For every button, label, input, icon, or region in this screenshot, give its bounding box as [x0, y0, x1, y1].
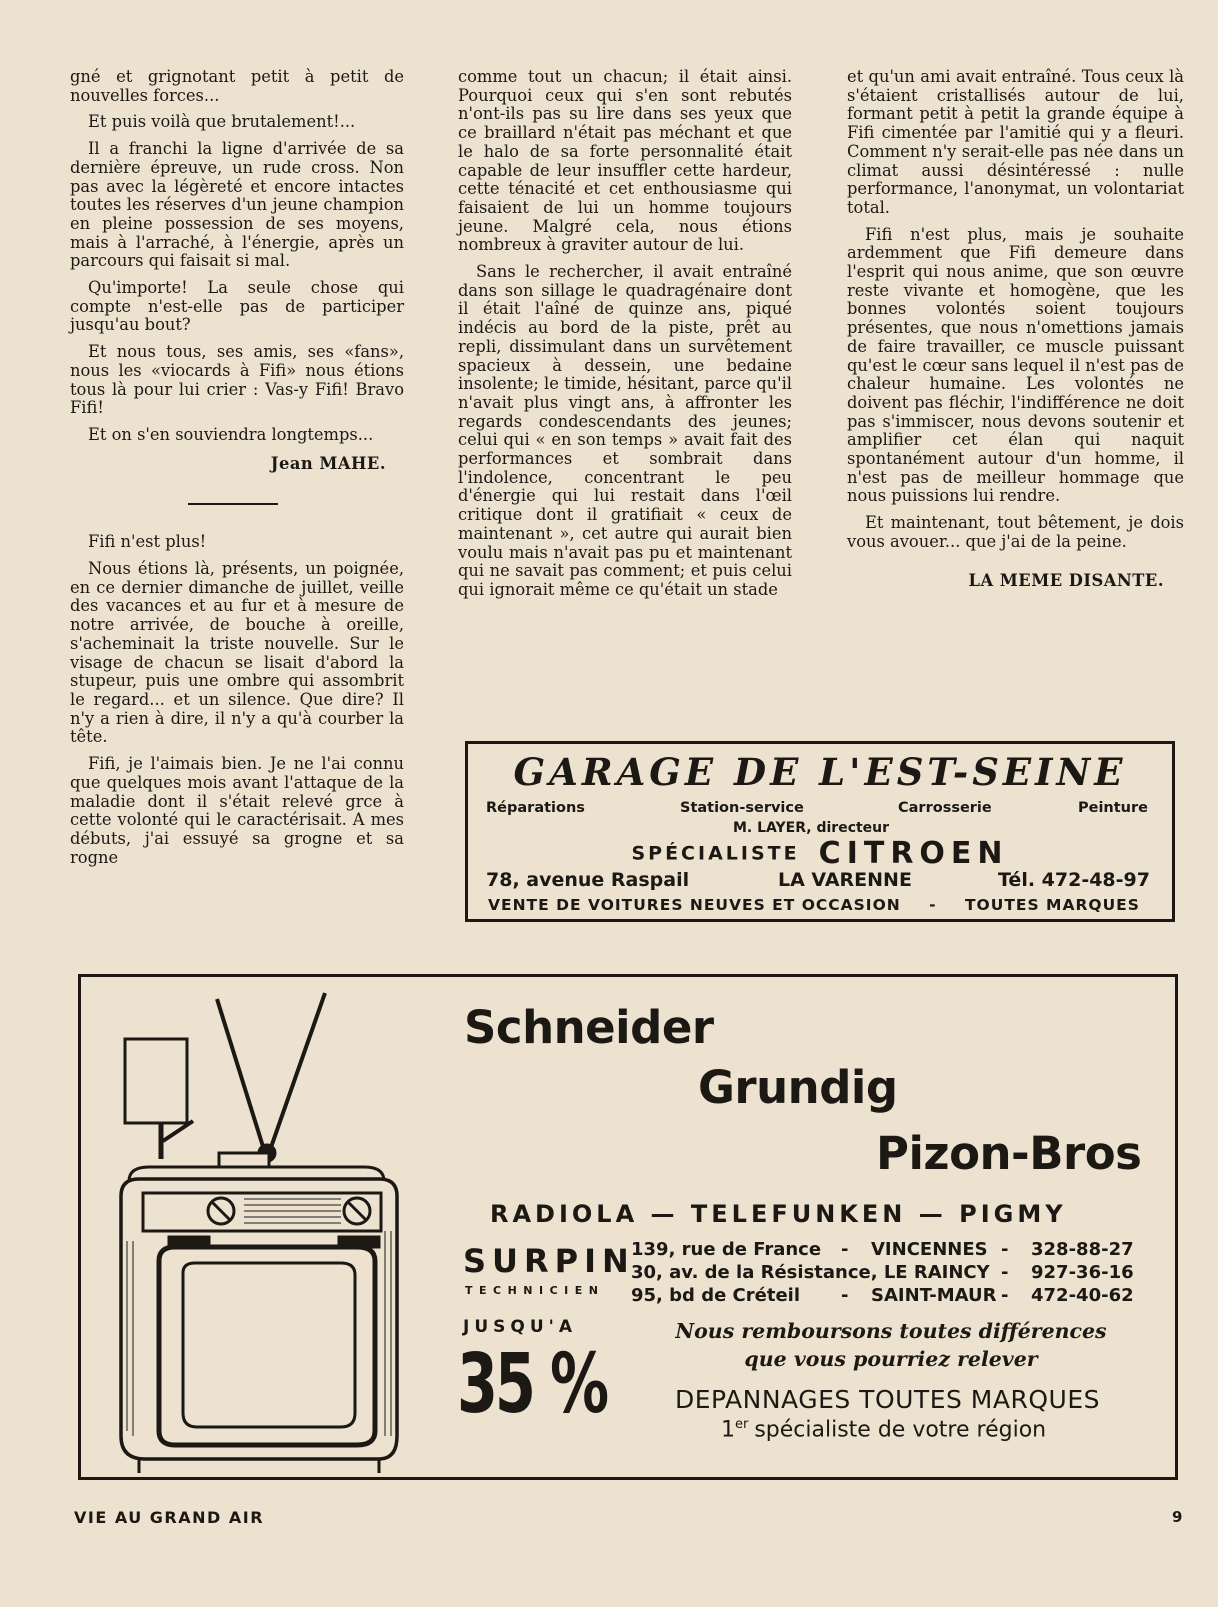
service-bodywork: Carrosserie: [898, 800, 992, 816]
store-town: VINCENNES: [871, 1239, 988, 1260]
dealer-name: SURPIN: [463, 1242, 635, 1280]
store-phone: 927-36-16: [1031, 1262, 1134, 1283]
garage-city: LA VARENNE: [778, 869, 912, 891]
paragraph: Et on s'en souviendra longtemps...: [88, 424, 374, 444]
specialist-text: spécialiste de votre région: [754, 1417, 1047, 1443]
television-icon: [109, 981, 449, 1476]
specialist-label: SPÉCIALISTE: [631, 842, 800, 865]
brand-pizon-bros: Pizon-Bros: [876, 1127, 1142, 1180]
article-column-1: [70, 68, 404, 875]
service-paint: Peinture: [1078, 800, 1148, 816]
discount-value: 35 %: [457, 1337, 606, 1432]
paragraph: Qu'importe! La seule chose qui compte n'est-elle pas de participer jusqu'au bout?: [70, 278, 404, 335]
secondary-brands: RADIOLA — TELEFUNKEN — PIGMY: [490, 1200, 1067, 1228]
paragraph: Et puis voilà que brutalement!...: [88, 112, 356, 132]
page-number: 9: [1172, 1508, 1183, 1526]
paragraph: Et nous tous, ses amis, ses «fans», nous les «viocards à Fifi» nous étions tous là pour lui crier : Vas-y Fifi! Bravo Fifi!: [70, 342, 404, 418]
paragraph: Fifi n'est plus, mais je souhaite ardemment que Fifi demeure dans l'esprit qui nous anime, que son œuvre reste vivante et homogène, que les bonnes volontés soient toujours présentes, que nous n'omettions jamais de faire travailler, ce muscle puissant qu'est le cœur sans lequel il n'est pas de chaleur humaine. Les volontés ne doivent pas fléchir, l'indifférence ne doit pas s'immiscer, nous devons soutenir et amplifier cet élan qui naquit spontanément autour d'un homme, il n'est pas de meilleur hommage que nous puissions lui rendre.: [847, 224, 1184, 506]
author-signature: Jean MAHE.: [270, 453, 386, 473]
garage-specialist: [468, 836, 1172, 871]
refund-slogan: [656, 1317, 1126, 1373]
slogan-line: que vous pourriez relever: [744, 1347, 1038, 1371]
store-address: 95, bd de Créteil: [631, 1285, 800, 1306]
dealer-role: TECHNICIEN: [465, 1284, 605, 1297]
store-town: SAINT-MAUR: [871, 1285, 997, 1306]
paragraph: Il a franchi la ligne d'arrivée de sa dernière épreuve, un rude cross. Non pas avec la légèreté et encore intactes toutes les réserves d'un jeune champion en pleine possession de ses moyens, mais à l'arraché, à l'énergie, après un parcours qui faisait si mal.: [70, 139, 404, 271]
paragraph: comme tout un chacun; il était ainsi. Pourquoi ceux qui s'en sont rebutés n'ont-ils pas su lire dans ses yeux que ce braillard n'était pas méchant et que le halo de sa forte personnalité était capable de leur insuffler cette hardeur, cette ténacité et cet enthousiasme qui faisaient de lui un homme toujours jeune. Malgré cela, nous étions nombreux à graviter autour de lui.: [458, 67, 792, 255]
paragraph: Et maintenant, tout bêtement, je dois vous avouer... que j'ai de la peine.: [847, 513, 1184, 551]
store-address: 30, av. de la Résistance, LE RAINCY: [631, 1262, 990, 1283]
garage-director: M. LAYER, directeur: [733, 820, 890, 836]
store-phone: 472-40-62: [1031, 1285, 1134, 1306]
brand-schneider: Schneider: [464, 1001, 714, 1054]
repairs-line: DEPANNAGES TOUTES MARQUES: [675, 1385, 1100, 1414]
service-station: Station-service: [680, 800, 804, 816]
store-address: 139, rue de France: [631, 1239, 822, 1260]
article-column-2: [458, 68, 792, 608]
paragraph: Nous étions là, présents, un poignée, en ce dernier dimanche de juillet, veille des vacances et au fur et à mesure de notre arrivée, de bouche à oreille, s'acheminait la triste nouvelle. Sur le visage de chacun se lisait d'abord la stupeur, puis une ombre qui assombrit le regard... et un silence. Que dire? Il n'y a rien à dire, il n'y a qu'à courber la tête.: [70, 559, 404, 747]
article-column-3: [847, 68, 1184, 590]
store-row: 30, av. de la Résistance, LE RAINCY - 927-36-16: [631, 1262, 1134, 1283]
brand-grundig: Grundig: [698, 1061, 898, 1114]
specialist-sup: er: [735, 1417, 749, 1432]
paragraph: et qu'un ami avait entraîné. Tous ceux là s'étaient cristallisés autour de lui, formant petit à petit la grande équipe à Fifi cimentée par l'amitié qui y a fleuri. Comment n'y serait-elle pas née dans un climat aussi désintéressé : nulle performance, l'anonymat, un volontariat total.: [847, 67, 1184, 217]
specialist-brand: CITROEN: [818, 836, 1009, 871]
garage-sales-line: [488, 896, 1152, 914]
sales-dash: -: [929, 896, 937, 914]
store-row: 139, rue de France - VINCENNES - 328-88-27: [631, 1239, 1134, 1260]
garage-title: GARAGE DE L'EST-SEINE: [513, 750, 1127, 794]
garage-address: 78, avenue Raspail: [486, 869, 690, 891]
store-row: 95, bd de Créteil - SAINT-MAUR - 472-40-62: [631, 1285, 1134, 1306]
tv-advertisement: [78, 974, 1178, 1480]
magazine-title: VIE AU GRAND AIR: [74, 1508, 265, 1527]
slogan-line: Nous remboursons toutes différences: [675, 1319, 1107, 1343]
specialist-line: [721, 1417, 1046, 1442]
sales-left: VENTE DE VOITURES NEUVES ET OCCASION: [488, 896, 901, 914]
garage-advertisement: [465, 741, 1175, 922]
sales-right: TOUTES MARQUES: [964, 896, 1140, 914]
garage-phone: Tél. 472-48-97: [998, 869, 1150, 891]
section-divider: [188, 503, 278, 505]
paragraph: gné et grignotant petit à petit de nouvelles forces...: [70, 67, 404, 105]
store-phone: 328-88-27: [1031, 1239, 1134, 1260]
author-signature: LA MEME DISANTE.: [968, 570, 1164, 590]
paragraph: Sans le rechercher, il avait entraîné dans son sillage le quadragénaire dont il était l'aîné de quinze ans, piqué indécis au bord de la piste, prêt au repli, dissimulant dans un survêtement spacieux à dessein, une bedaine insolente; le timide, hésitant, parce qu'il n'avait plus vingt ans, à affronter les regards condescendants des jeunes; celui qui « en son temps » avait fait des performances et sombrait dans l'indolence, concentrant le peu d'énergie qui lui restait dans l'œil critique dont il gratifiait « ceux de maintenant », cet autre qui aurait bien voulu mais n'avait pas pu et maintenant qui ne savait pas comment; et puis celui qui ignorait même ce qu'était un stade: [458, 262, 792, 599]
service-repairs: Réparations: [486, 800, 585, 816]
paragraph: Fifi, je l'aimais bien. Je ne l'ai connu que quelques mois avant l'attaque de la maladie dont il s'était relevé grce à cette volonté qui le caractérisait. A mes débuts, j'ai essuyé sa grogne et sa rogne: [70, 754, 404, 867]
specialist-ordinal: 1: [721, 1417, 735, 1443]
paragraph: Fifi n'est plus!: [88, 532, 207, 552]
discount-prefix: JUSQU'A: [463, 1317, 577, 1337]
